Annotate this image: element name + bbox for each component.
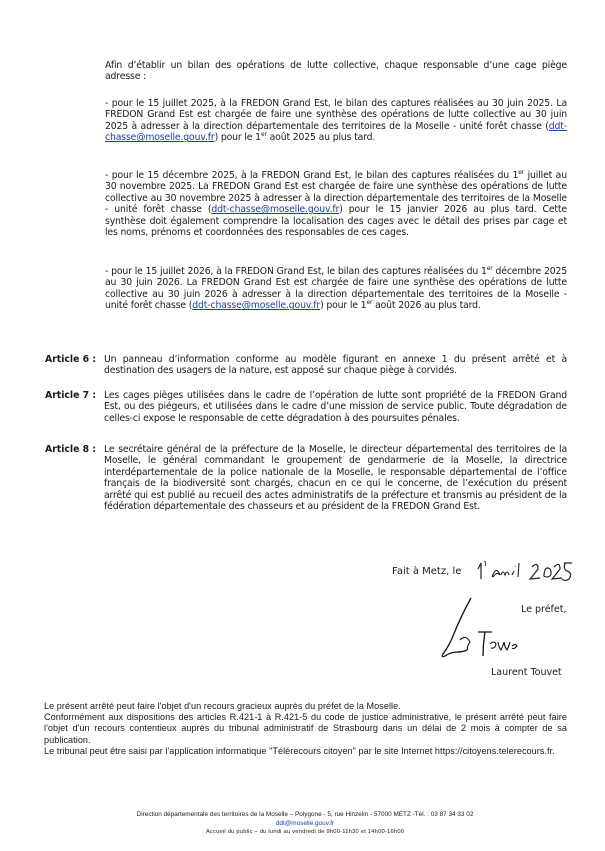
item-text: ) pour le 15 janvier 2026 au plus tard. Cette synthèse doit également comprendre la localisation des cages avec le détail des prises par cage et les noms, prénoms et coordonnées des responsables de ces cages. xyxy=(105,204,567,239)
signature-drawing xyxy=(438,596,520,662)
superscript: er xyxy=(518,168,525,176)
item-text: décembre 2025 au 30 juin 2026. La FREDON Grand Est est chargée de faire une synthèse des opérations de lutte collective au 30 juin 2026 à adresser à la direction départementale des territoires de la Moselle - unité forêt chasse ( xyxy=(105,266,567,312)
email-link[interactable]: ddt-chasse@moselle.gouv.fr xyxy=(211,204,340,216)
intro-text: Afin d’établir un bilan des opérations de lutte collective, chaque responsable d’une cage piège adresse : xyxy=(105,60,567,83)
article-7-label: Article 7 : xyxy=(45,390,97,401)
item-text: ) pour le 1 xyxy=(214,132,261,144)
superscript: er xyxy=(486,264,493,272)
list-item-december-2025 xyxy=(105,170,567,238)
handwritten-signature xyxy=(438,596,520,666)
item-text: août 2025 au plus tard. xyxy=(266,132,376,144)
article-6-text: Un panneau d’information conforme au modèle figurant en annexe 1 du présent arrêté et à destination des usagers de la nature, est apposé sur chaque piège à corvidés. xyxy=(104,354,567,377)
list-item-july-2025 xyxy=(105,98,567,144)
email-link[interactable]: ddt-chasse@moselle.gouv.fr xyxy=(192,300,321,312)
item-text: ) pour le 1 xyxy=(320,300,367,312)
item-text: juillet au 30 novembre 2025. La FREDON Grand Est est chargée de faire une synthèse des opérations de lutte collective au 30 novembre 2025 à adresser à la direction départementale des territoires de la Moselle - unité forêt chasse ( xyxy=(105,170,567,216)
footer-address: Direction départementale des territoires de la Moselle – Polygone - 5, rue Hinzelin - 57000 METZ -Tél. : 03 87 34 33 02 xyxy=(136,811,474,818)
footer-hours: Accueil du public – du lundi au vendredi de 9h00-11h30 et 14h00-16h00 xyxy=(205,829,405,835)
signatory-role: Le préfet, xyxy=(521,604,567,615)
notice-line: Le présent arrêté peut faire l'objet d'un recours gracieux auprès du préfet de la Moselle. xyxy=(44,701,401,711)
item-text: août 2026 au plus tard. xyxy=(372,300,481,312)
item-text: - pour le 15 décembre 2025, à la FREDON Grand Est, le bilan des captures réalisées du 1 xyxy=(105,170,519,181)
article-8-text: Le secrétaire général de la préfecture de la Moselle, le directeur départemental des territoires de la Moselle, le général commandant le groupement de gendarmerie de la Moselle, la directrice interdépartementale de la police nationale de la Moselle, le responsable départemental de l’office français de la biodiversité sont chargés, chacun en ce qui le concerne, de l’exécution du présent arrêté qui est publié au recueil des actes administratifs de la préfecture et transmis au président de la fédération départementale des chasseurs et au président de la FREDON Grand Est. xyxy=(104,444,567,513)
article-7-text: Les cages pièges utilisées dans le cadre de l’opération de lutte sont propriété de la FREDON Grand Est, ou des piégeurs, et utilisées dans le cadre d’une mission de service public. Toute dégradation de celles-ci expose le responsable de cette dégradation à des poursuites pénales. xyxy=(104,390,567,424)
list-item-july-2026 xyxy=(105,266,567,312)
footer-email-link[interactable]: ddt@moselle.gouv.fr xyxy=(275,820,335,827)
superscript: er xyxy=(366,299,373,307)
signatory-name: Laurent Touvet xyxy=(491,667,562,678)
legal-notice xyxy=(44,701,567,757)
article-6-label: Article 6 : xyxy=(45,354,97,365)
handwritten-date xyxy=(474,557,574,587)
article-8-label: Article 8 : xyxy=(45,444,97,455)
handwritten-date-drawing xyxy=(474,557,574,583)
place-date-label: Fait à Metz, le xyxy=(392,566,462,577)
notice-line: Conformément aux dispositions des articles R.421-1 à R.421-5 du code de justice administrative, le présent arrêté peut faire l'objet d'un recours contentieux auprès du tribunal administratif de Strasbourg dans un délai de 2 mois à compter de sa publication. xyxy=(44,712,567,745)
email-link[interactable]: ddt-chasse@moselle.gouv.fr xyxy=(105,120,567,144)
superscript: er xyxy=(260,131,267,139)
notice-line: Le tribunal peut être saisi par l'application informatique "Télérecours citoyen" par le site Internet https://citoyens.telerecours.fr. xyxy=(44,745,555,756)
item-text: - pour le 15 juillet 2025, à la FREDON Grand Est, le bilan des captures réalisées au 30 juin 2025. La FREDON Grand Est est chargée de faire une synthèse des opérations de lutte collective au 30 juin 2025 à adresser à la direction départementale des territoires de la Moselle - unité forêt chasse ( xyxy=(105,98,567,132)
page-footer xyxy=(60,810,550,837)
intro-paragraph xyxy=(105,60,567,83)
item-text: - pour le 15 juillet 2026, à la FREDON Grand Est, le bilan des captures réalisées du 1 xyxy=(105,266,487,277)
